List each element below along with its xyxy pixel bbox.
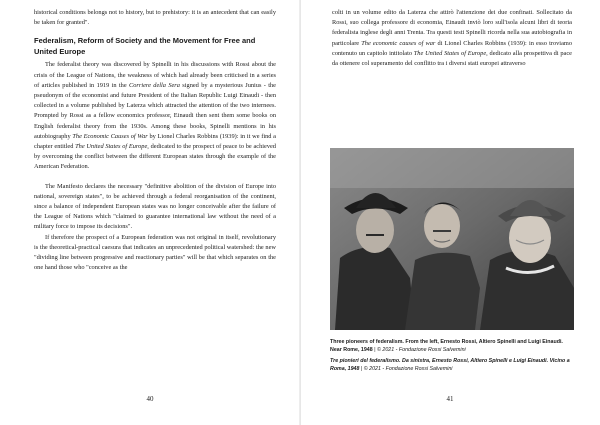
- italic-title-corriere: Corriere della Sera: [128, 81, 180, 89]
- text-run: , dedicated to the prospect of peace to be achieved by overcoming the conflict between the different European states through the example of the American Federation.: [34, 143, 276, 171]
- section-heading: Federalism, Reform of Society and the Movement for Free and United Europe: [34, 36, 256, 57]
- left-intro-paragraph: historical conditions belongs not to history, but to prehistory: it is an antecedent that can easily be taken for granted".: [34, 9, 276, 27]
- left-paragraph-2: The Manifesto declares the necessary "definitive abolition of the division of Europe into national, sovereign states", to be achieved through a federal reorganisation of the continent, since a balance of independent European states was no longer conceivable after the failure of the League of Nations which "claimed to guarantee international law without the need of a military force to impose its decisions".: [34, 182, 276, 231]
- right-page: [300, 0, 600, 425]
- photo-illustration: [330, 148, 574, 330]
- historical-photo: [330, 148, 574, 330]
- photo-caption-english: [330, 338, 574, 354]
- photo-caption-italian: [330, 357, 574, 373]
- italic-title-economic-causes: The Economic Causes of War: [72, 132, 148, 140]
- text-run: The federalist theory was discovered by Spinelli in his discussions with Rossi about the crisis of the League of Nations, the weakness of which had already been criticised in a series of articles published in 1919 in the: [34, 61, 276, 89]
- caption-en-credit: | © 2021 - Fondazione Rossi Salvemini: [372, 347, 466, 353]
- left-paragraph-1: [34, 60, 276, 172]
- caption-it-credit: | © 2021 - Fondazione Rossi Salvemini: [359, 366, 453, 372]
- text-run: by Lionel Charles Robbins (1939): in it we find a chapter entitled: [34, 132, 276, 151]
- right-paragraph: [332, 8, 572, 69]
- text-run: signed by a mysterious Junius - the pseudonym of the economist and future President of the Italian Republic Luigi Einaudi - then collected in a volume published by Laterza which attracted the attention of the two internees. Prompted by Rossi as a fellow economics professor, Einaudi then sent them some books on English federalist theory from the 1930s. Among these books, Spinelli mentions in his autobiography: [34, 81, 276, 140]
- page-number-left: 40: [146, 395, 154, 403]
- left-paragraph-3: If therefore the prospect of a European federation was not original in itself, revolutionary is the theoretical-practical caesura that indicates an unprecedented political watershed: the new "dividing line between progressive and reactionary parties" will be that which separates on the one hand those who "conceive as the: [34, 233, 276, 272]
- text-run: colti in un volume edito da Laterza che attirò l'attenzione dei due confinati. Sollecitato da Rossi, suo collega professore di economia, Einaudi inviò loro sull'isola alcuni libri di teoria federalista inglese degli anni Trenta. Tra questi testi Spinelli ricorda nella sua autobiografia in particolare: [332, 9, 572, 47]
- italic-title-economic-causes-it: The economic causes of war: [361, 39, 436, 47]
- page-number-right: 41: [446, 395, 454, 403]
- italic-title-united-states-it: The United States of Europe: [413, 49, 487, 57]
- text-run: , dedicato alla prospettiva di pace da ottenere col superamento del conflitto tra i diversi stati europei attraverso: [332, 49, 572, 68]
- text-run: di Lionel Charles Robbins (1939): in esso troviamo contenuto un capitolo intitolato: [332, 39, 572, 57]
- caption-en-title: Three pioneers of federalism. From the left, Ernesto Rossi, Altiero Spinelli and Luigi Einaudi. Near Rome, 1948: [330, 339, 563, 353]
- right-text-column: [332, 8, 572, 69]
- italic-title-united-states: The United States of Europe: [75, 143, 148, 151]
- caption-it-title: Tre pionieri del federalismo. Da sinistra, Ernesto Rossi, Altiero Spinelli e Luigi Einaudi. Vicino a Roma, 1948: [330, 358, 570, 372]
- left-text-column: [34, 8, 276, 273]
